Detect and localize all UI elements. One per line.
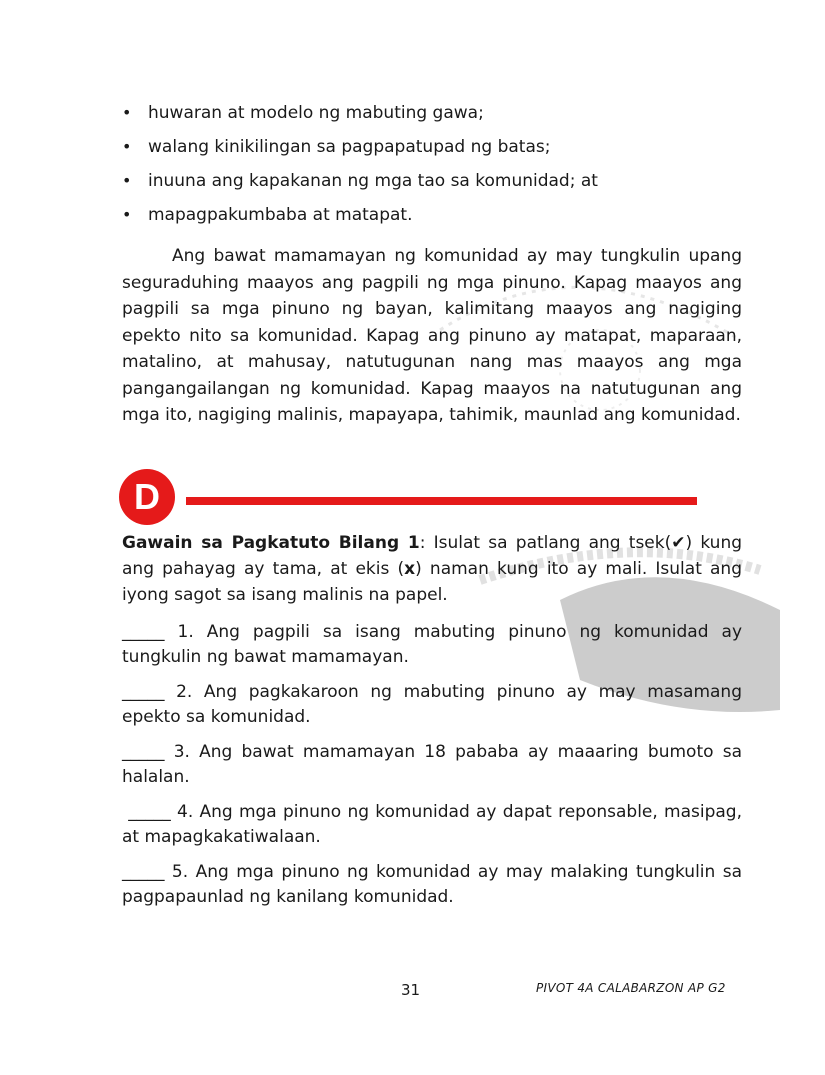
check-icon: ✔ — [671, 533, 686, 553]
footer-source: PIVOT 4A CALABARZON AP G2 — [536, 981, 726, 995]
x-icon: x — [404, 559, 416, 579]
list-item: • huwaran at modelo ng mabuting gawa; — [122, 102, 742, 124]
instruction-text: : Isulat sa patlang ang tsek( — [419, 533, 672, 553]
list-item: • walang kinikilingan sa pagpapatupad ng batas; — [122, 136, 742, 158]
body-paragraph: Ang bawat mamamayan ng komunidad ay may tungkulin upang seguraduhing maayos ang pagpili ng mga pinuno. Kapag maayos ang pagpili sa mga pinuno ng bayan, kalimitang maayos ang nagiging epekto nito sa komunidad. Kapag ang pinuno ay matapat, maparaan, matalino, at mahusay, natutugunan nang mas maayos ang mga pangangailangan ng komunidad. Kapag maayos na natutugunan ang mga ito, nagiging malinis, mapayapa, tahimik, maunlad ang komunidad. — [122, 246, 742, 425]
quality-list — [122, 102, 742, 238]
section-divider — [186, 497, 697, 505]
section-letter-badge: D — [119, 469, 175, 525]
activity-item: _____ 1. Ang pagpili sa isang mabuting pinuno ng komunidad ay tungkulin ng bawat mamamayan. — [122, 622, 742, 667]
activity-title: Gawain sa Pagkatuto Bilang 1 — [122, 533, 420, 553]
activity-items — [122, 620, 748, 920]
instruction-text: ) naman kung ito ay mali. Isulat ang iyong sagot sa isang malinis na papel. — [122, 559, 743, 605]
list-item: • inuuna ang kapakanan ng mga tao sa komunidad; at — [122, 170, 742, 192]
activity-item: _____ 2. Ang pagkakaroon ng mabuting pinuno ay may masamang epekto sa komunidad. — [122, 682, 742, 727]
activity-item: _____ 4. Ang mga pinuno ng komunidad ay dapat reponsable, masipag, at mapagkakatiwalaan. — [122, 802, 748, 847]
activity-item: _____ 3. Ang bawat mamamayan 18 pababa ay maaaring bumoto sa halalan. — [122, 742, 742, 787]
activity-instructions — [122, 530, 742, 608]
instruction-text: ) kung ang pahayag ay tama, at ekis ( — [122, 533, 743, 579]
activity-item: _____ 5. Ang mga pinuno ng komunidad ay may malaking tungkulin sa pagpapaunlad ng kanilang komunidad. — [122, 862, 742, 907]
list-item: • mapagpakumbaba at matapat. — [122, 204, 742, 226]
page-number: 31 — [401, 981, 421, 999]
